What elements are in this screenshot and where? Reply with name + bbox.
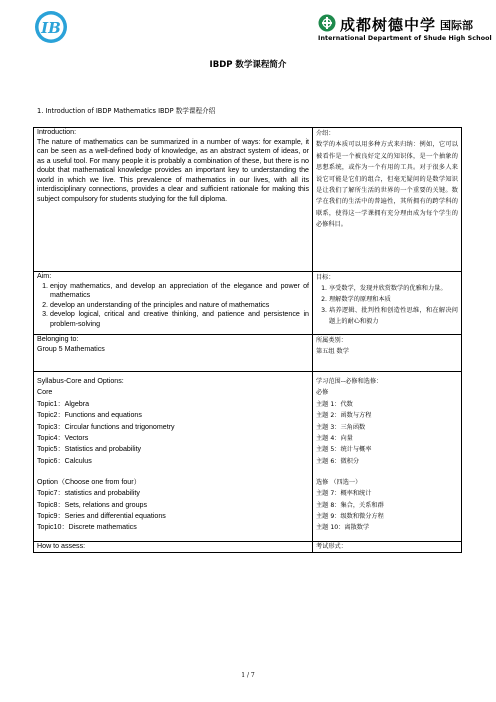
- section-heading: 1. Introduction of IBDP Mathematics IBDP 数学课程介绍: [37, 107, 216, 115]
- syllabus-en-line: Topic1：Algebra: [37, 399, 90, 408]
- belong-zh-value: 第五组 数学: [316, 348, 349, 355]
- intro-en-label: Introduction:: [37, 128, 77, 136]
- syllabus-en-line: Topic10：Discrete mathematics: [37, 523, 137, 532]
- intro-en-cell: [34, 128, 313, 272]
- syllabus-en-line: Topic6：Calculus: [37, 456, 92, 465]
- page-header: [0, 0, 496, 60]
- syllabus-en-line: Topic2：Functions and equations: [37, 411, 142, 420]
- aim-zh-item: 2. 理解数学的原理和本质: [329, 294, 458, 305]
- assess-en-label: How to assess:: [37, 542, 86, 550]
- belong-zh-label: 所属类别：: [316, 337, 347, 344]
- syllabus-zh-spacer: [316, 467, 458, 477]
- aim-zh-cell: [313, 272, 462, 335]
- table-row-introduction: [34, 128, 462, 272]
- aim-en-item: 1. enjoy mathematics, and develop an appreciation of the elegance and power of mathematics: [50, 282, 309, 301]
- page-number: 1 / 7: [241, 672, 255, 679]
- assess-zh-label: 考试形式：: [316, 543, 347, 550]
- syllabus-zh-label: 学习范围--必修和选修：: [316, 378, 383, 385]
- syllabus-zh-line: 主题 4：向量: [316, 435, 353, 443]
- table-row-belonging: [34, 335, 462, 372]
- syllabus-en-line: Core: [37, 388, 53, 397]
- syllabus-en-spacer: [37, 467, 309, 477]
- belong-zh-cell: [313, 335, 462, 372]
- intro-en-text: The nature of mathematics can be summarized in a number of ways: for example, it can be seen as a well-defined body of knowledge, as an abstract system of ideas, or as a useful tool. For many people it is probably a combination of these, but there is no doubt that mathematical knowledge provides an important key to understanding the world in which we live. This prevalence of mathematics in our lives, with all its interdisciplinary connections, provides a clear and sufficient rationale for making this subject compulsory for students studying for the full diploma.: [37, 137, 309, 203]
- aim-zh-list: [316, 283, 458, 327]
- school-emblem-icon: [318, 14, 336, 32]
- ib-logo-text: IB: [41, 19, 61, 37]
- aim-en-item: 2. develop an understanding of the principles and nature of mathematics: [50, 301, 309, 311]
- belong-en-value: Group 5 Mathematics: [37, 344, 105, 353]
- syllabus-en-line: Topic4：Vectors: [37, 434, 89, 443]
- syllabus-zh-line: 必修: [316, 389, 329, 397]
- school-name-en: International Department of Shude High School: [318, 35, 492, 42]
- syllabus-zh-line: 主题 3：三角函数: [316, 423, 366, 431]
- syllabus-en-line: Topic3：Circular functions and trigonometry: [37, 422, 175, 431]
- table-row-syllabus: [34, 372, 462, 542]
- syllabus-en-line: Topic9：Series and differential equations: [37, 511, 166, 520]
- syllabus-en-label: Syllabus-Core and Options:: [37, 377, 124, 385]
- intro-zh-cell: [313, 128, 462, 272]
- assess-en-cell: [34, 542, 313, 553]
- syllabus-zh-line: 主题 8：集合，关系和群: [316, 501, 384, 509]
- aim-en-label: Aim:: [37, 272, 52, 280]
- syllabus-en-line: Option（Choose one from four）: [37, 477, 141, 486]
- aim-zh-item: 3. 培养逻辑、批判性和创造性思维，和在解决问题上的耐心和毅力: [329, 305, 458, 327]
- school-dept-cn: 国际部: [440, 19, 473, 32]
- syllabus-zh-cell: [313, 372, 462, 542]
- table-row-assessment: [34, 542, 462, 553]
- aim-zh-label: 目标：: [316, 274, 335, 281]
- intro-zh-label: 介绍：: [316, 130, 335, 137]
- syllabus-zh-line: 主题 1：代数: [316, 400, 353, 408]
- page-title: IBDP 数学课程简介: [209, 60, 287, 70]
- aim-en-item: 3. develop logical, critical and creative thinking, and patience and persistence in problem-solving: [50, 310, 309, 329]
- syllabus-zh-line: 主题 5：统计与概率: [316, 446, 372, 454]
- ib-logo: [34, 8, 68, 46]
- syllabus-zh-line: 主题 2：函数与方程: [316, 412, 372, 420]
- syllabus-en-line: Topic8：Sets, relations and groups: [37, 500, 148, 509]
- syllabus-zh-line: 选修 （四选一）: [316, 478, 362, 486]
- syllabus-zh-line: 主题 7：概率和统计: [316, 490, 372, 498]
- aim-zh-item: 1. 享受数学，发现并欣赏数学的优雅和力量。: [329, 283, 458, 294]
- syllabus-en-line: Topic5：Statistics and probability: [37, 445, 142, 454]
- intro-zh-text: 数学的本质可以用多种方式来归纳：例如，它可以被看作是一个被良好定义的知识体，是一个抽象的思想系统，或作为一个有用的工具。对于很多人来说它可能是它们的组合，但毫无疑问的是数学知识是让我们了解所生活的世界的一个重要的关键。数学在我们的生活中的普遍性，其所拥有的跨学科的联系，使得这一学课拥有充分理由成为每个学生的必修科目。: [316, 141, 458, 229]
- aim-en-list: [37, 282, 309, 330]
- table-row-aim: [34, 272, 462, 335]
- school-name-cn: 成都树德中学: [340, 16, 437, 34]
- syllabus-en-line: Topic7：statistics and probability: [37, 489, 140, 498]
- syllabus-zh-line: 主题 10：离散数学: [316, 524, 370, 532]
- assess-zh-cell: [313, 542, 462, 553]
- belong-en-label: Belonging to:: [37, 335, 79, 343]
- syllabus-zh-line: 主题 9：级数和微分方程: [316, 512, 384, 520]
- aim-en-cell: [34, 272, 313, 335]
- syllabus-zh-line: 主题 6：微积分: [316, 457, 360, 465]
- syllabus-en-cell: [34, 372, 313, 542]
- belong-en-cell: [34, 335, 313, 372]
- course-table: [33, 127, 462, 553]
